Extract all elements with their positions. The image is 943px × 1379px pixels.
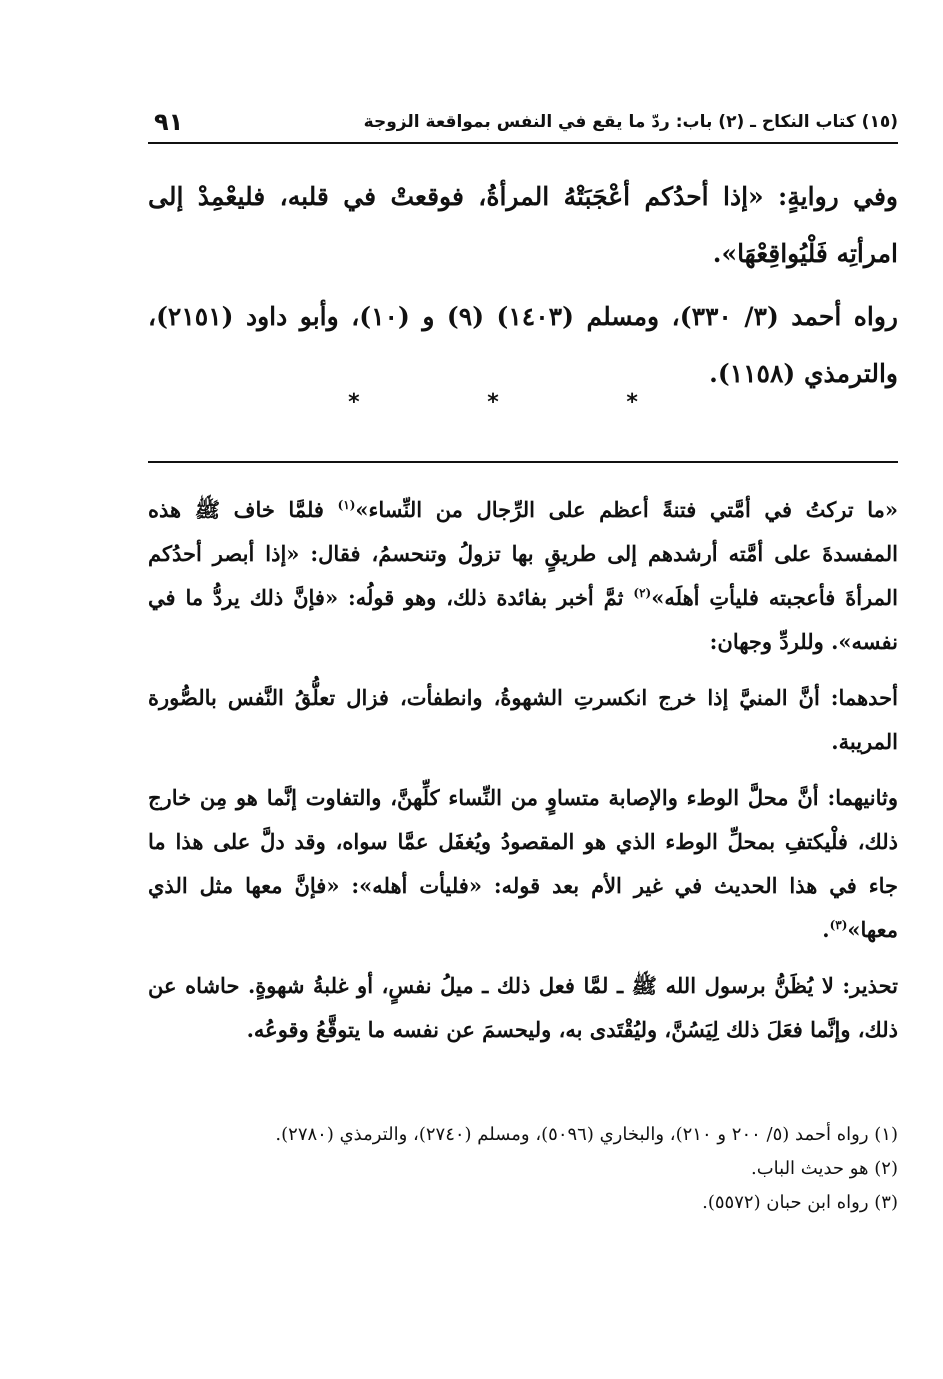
commentary-paragraph: تحذير: لا يُظَنُّ برسول الله ﷺ ـ لمَّا فعل ذلك ـ ميلُ نفسٍ، أو غلبةُ شهوةٍ. حاشاه عن ذلك، وإنَّما فعَلَ ذلك لِيَسُنَّ، وليُقْتَدى به، وليحسمَ عن نفسه ما يتوقَّعُ وقوعُه. bbox=[148, 973, 898, 1042]
commentary-text: فلمَّا خاف ﷺ هذه المفسدةَ على أمَّته أرشدهم إلى طريقٍ بها تزولُ وتنحسمُ، فقال: «إذا أبصر أحدُكم المرأةَ فأعجبته فليأتِ أهلَه» bbox=[148, 497, 898, 610]
section-separator: * * * bbox=[348, 390, 698, 415]
hadith-narration: وفي روايةٍ: «إذا أحدُكم أعْجَبَتْهُ المرأةُ، فوقعتْ في قلبه، فليعْمِدْ إلى امرأتِه فَلْيُواقِعْهَا». bbox=[148, 182, 898, 268]
separator-rule bbox=[148, 461, 898, 463]
footnote: (٣) رواه ابن حبان (٥٥٧٢). bbox=[702, 1192, 898, 1213]
commentary-paragraph bbox=[148, 776, 898, 952]
footnote-ref: (١) bbox=[337, 498, 356, 512]
chapter-title: (١٥) كتاب النكاح ـ (٢) باب: ردّ ما يقع في النفس بمواقعة الزوجة bbox=[363, 112, 898, 132]
page-number: ٩١ bbox=[154, 108, 184, 136]
footnotes bbox=[148, 1118, 898, 1220]
running-header bbox=[148, 108, 898, 144]
hadith-sources: رواه أحمد (٣/ ٣٣٠)، ومسلم (١٤٠٣) (٩) و (١٠)، وأبو داود (٢١٥١)، والترمذي (١١٥٨). bbox=[148, 302, 898, 388]
footnote: (٢) هو حديث الباب. bbox=[750, 1158, 898, 1179]
hadith-text bbox=[148, 168, 898, 408]
commentary-paragraph bbox=[148, 488, 898, 664]
commentary-text: وثانيهما: أنَّ محلَّ الوطء والإصابة متساوٍ من النِّساء كلِّهنَّ، والتفاوت إنَّما هو مِن خارج ذلك، فلْيكتفِ بمحلِّ الوطء الذي هو المقصودُ ويُغفَل عمَّا سواه، وقد دلَّ على هذا ما جاء في هذا الحديث في غير الأم بعد قوله: «فليأت أهله»: «فإنَّ معها مثل الذي معها» bbox=[148, 785, 898, 942]
commentary bbox=[148, 488, 898, 1064]
footnote-ref: (٣) bbox=[829, 918, 848, 932]
footnote-ref: (٢) bbox=[633, 586, 652, 600]
commentary-text: ثمَّ أخبر بفائدة ذلك، وهو قولُه: «فإنَّ ذلك يردُّ ما في نفسه». وللردِّ وجهان: bbox=[148, 585, 898, 654]
commentary-text: «ما تركتُ في أمَّتي فتنةً أعظم على الرِّجال من النِّساء» bbox=[355, 497, 899, 522]
commentary-paragraph: أحدهما: أنَّ المنيَّ إذا خرج انكسرتِ الشهوةُ، وانطفأت، فزال تعلُّقُ النَّفس بالصُّورة المريبة. bbox=[148, 685, 898, 754]
commentary-text: . bbox=[822, 917, 830, 942]
footnote: (١) رواه أحمد (٥/ ٢٠٠ و ٢١٠)، والبخاري (٥٠٩٦)، ومسلم (٢٧٤٠)، والترمذي (٢٧٨٠). bbox=[275, 1124, 898, 1145]
